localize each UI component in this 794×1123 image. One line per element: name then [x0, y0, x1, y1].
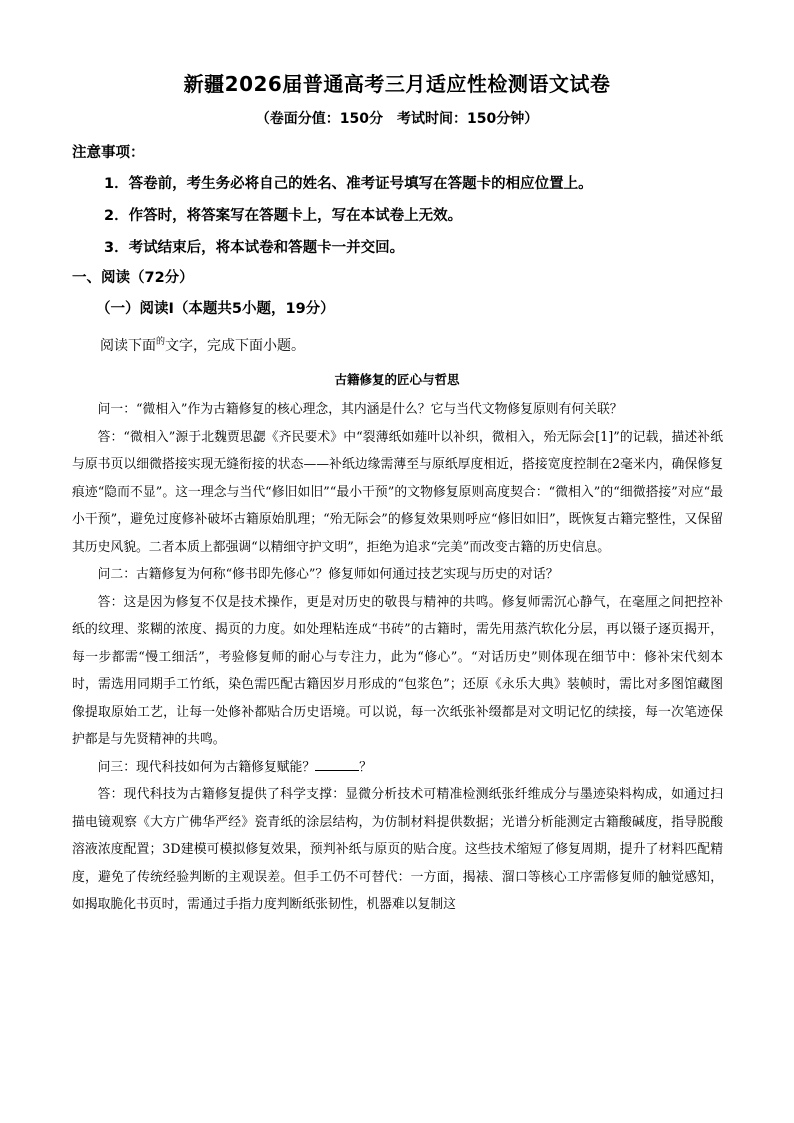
- question-2: 问二：古籍修复为何称“修书即先修心”？修复师如何通过技艺实现与历史的对话？: [97, 567, 559, 582]
- notice-item-2: 2．作答时，将答案写在答题卡上，写在本试卷上无效。: [104, 208, 463, 224]
- article-title: 古籍修复的匠心与哲思: [334, 372, 460, 387]
- answer-3: 答：现代科技为古籍修复提供了科学支撑：显微分析技术可精准检测纸张纤维成分与墨迹染料构成，如通过扫描电镜观察《大方广佛华严经》瓷青纸的涂层结构，为仿制材料提供数据；光谱分析能测定古籍酸碱度，指导脱酸溶液浓度配置；3D建模可模拟修复效果，预判补纸与原页的贴合度。这些技术缩短了修复周期，提升了材料匹配精度，避免了传统经验判断的主观误差。但手工仍不可替代：一方面，揭裱、溜口等核心工序需修复师的触觉感知，如揭取脆化书页时，需通过手指力度判断纸张韧性，机器难以复制这: [72, 787, 723, 912]
- instruction-text-end: 文字，完成下面小题。: [165, 338, 306, 354]
- question-1: 问一：“微相入”作为古籍修复的核心理念，其内涵是什么？它与当代文物修复原则有何关联？: [97, 402, 623, 417]
- notice-item-3: 3．考试结束后，将本试卷和答题卡一并交回。: [104, 240, 405, 256]
- subsection-heading: （一）阅读Ⅰ（本题共5小题，19分）: [96, 301, 335, 317]
- section-heading: 一、阅读（72分）: [72, 270, 194, 286]
- question-3-text: 问三：现代科技如何为古籍修复赋能？: [97, 759, 316, 775]
- instruction-superscript-mark: 的: [156, 337, 166, 347]
- exam-subtitle: （卷面分值：150分 考试时间：150分钟）: [255, 111, 539, 127]
- reading-instruction: [100, 334, 305, 355]
- question-3: [72, 754, 723, 782]
- notice-item-1: 1．答卷前，考生务必将自己的姓名、准考证号填写在答题卡的相应位置上。: [104, 176, 593, 192]
- notice-heading: 注意事项：: [72, 145, 145, 161]
- answer-2: 答：这是因为修复不仅是技术操作，更是对历史的敬畏与精神的共鸣。修复师需沉心静气，在毫厘之间把控补纸的纹理、浆糊的浓度、揭页的力度。如处理粘连成“书砖”的古籍时，需先用蒸汽软化分层，再以镊子逐页揭开，每一步都需“慢工细活”，考验修复师的耐心与专注力，此为“修心”。“对话历史”则体现在细节中：修补宋代刻本时，需选用同期手工竹纸，染色需匹配古籍因岁月形成的“包浆色”；还原《永乐大典》装帧时，需比对多图馆藏图像提取原始工艺，让每一处修补都贴合历史语境。可以说，每一次纸张补缀都是对文明记忆的续接，每一次笔迹保护都是与先贤精神的共鸣。: [72, 594, 723, 747]
- exam-title: 新疆2026届普通高考三月适应性检测语文试卷: [183, 72, 611, 96]
- article-body: [72, 396, 723, 919]
- fill-in-blank: [315, 758, 359, 771]
- answer-1: 答：“微相入”源于北魏贾思勰《齐民要术》中“裂薄纸如薤叶以补织，微相入，殆无际会[1]”的记载，描述补纸与原书页以细微搭接实现无缝衔接的状态——补纸边缘需薄至与原纸厚度相近，搭接宽度控制在2毫米内，确保修复痕迹“隐而不显”。这一理念与当代“修旧如旧”“最小干预”的文物修复原则高度契合：“微相入”的“细微搭接”对应“最小干预”，避免过度修补破坏古籍原始肌理；“殆无际会”的修复效果则呼应“修旧如旧”，既恢复古籍完整性，又保留其历史风貌。二者本质上都强调“以精细守护文明”，拒绝为追求“完美”而改变古籍的历史信息。: [72, 429, 723, 555]
- instruction-text-start: 阅读下面: [100, 338, 156, 354]
- question-3-end: ？: [359, 759, 372, 775]
